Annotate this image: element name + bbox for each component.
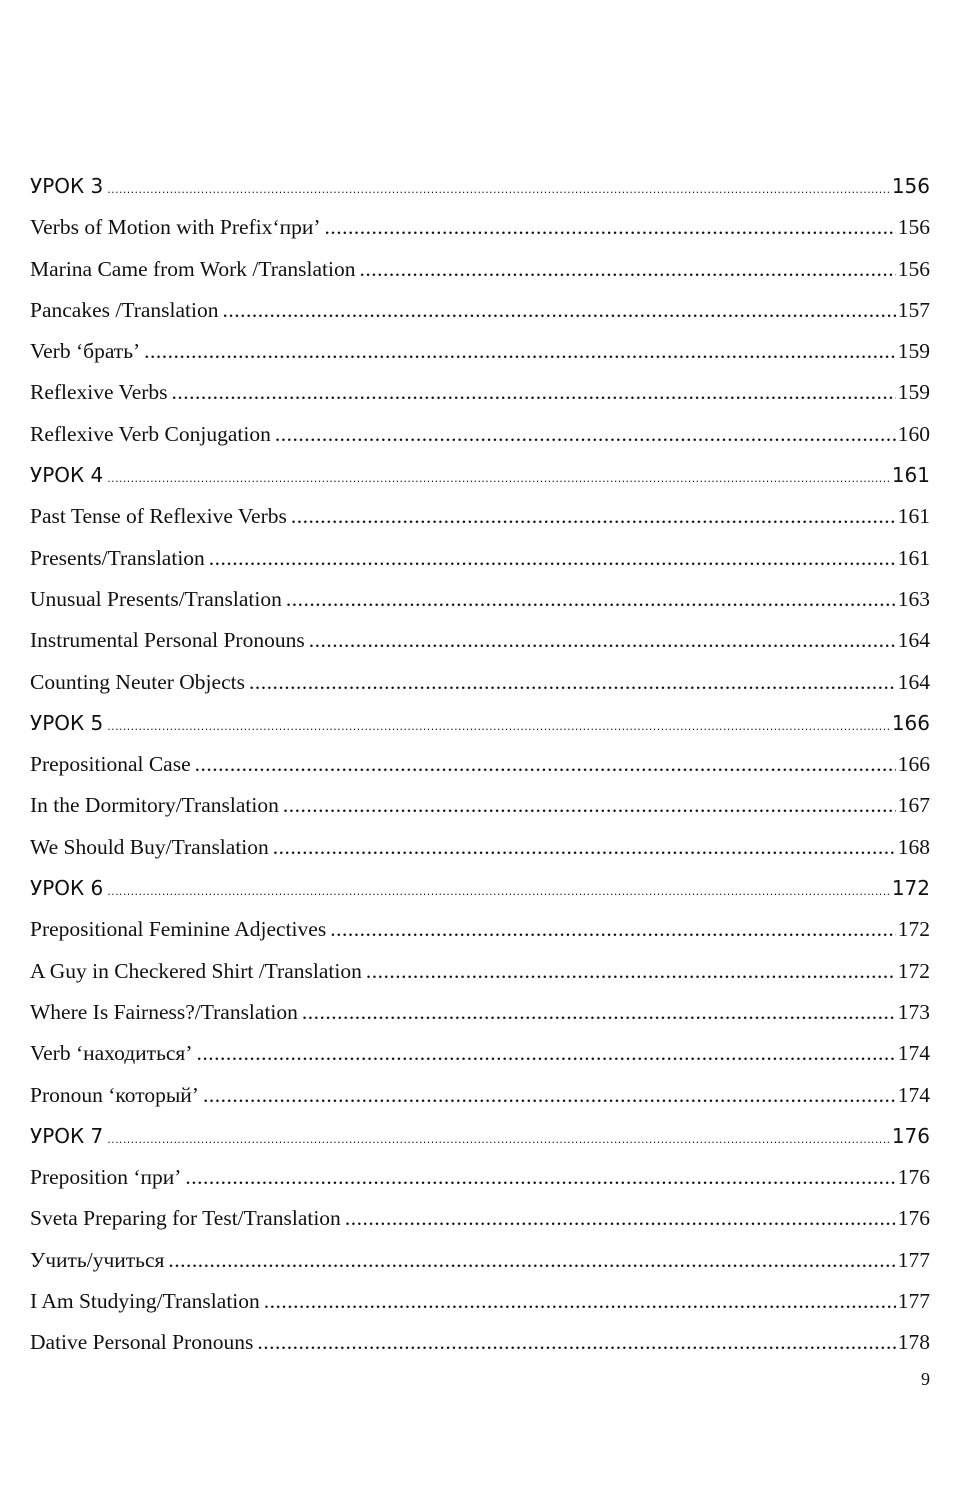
dot-leader bbox=[366, 951, 896, 992]
toc-entry-title: Verbs of Motion with Prefix‘при’ bbox=[30, 215, 321, 240]
dot-leader bbox=[144, 331, 896, 372]
toc-entry-page-number: 174 bbox=[897, 1041, 930, 1066]
toc-entry-page-number: 159 bbox=[897, 339, 930, 364]
dot-leader bbox=[168, 1240, 895, 1281]
toc-entry-page-number: 167 bbox=[897, 793, 930, 818]
toc-entry-page-number: 161 bbox=[891, 463, 930, 488]
toc-entry-page-number: 174 bbox=[897, 1082, 930, 1107]
dot-leader bbox=[172, 372, 896, 413]
toc-entry-page-number: 156 bbox=[897, 256, 930, 281]
toc-entry[interactable] bbox=[30, 662, 930, 703]
toc-entry[interactable] bbox=[30, 744, 930, 785]
toc-entry-title: In the Dormitory/Translation bbox=[30, 793, 279, 818]
toc-entry-page-number: 172 bbox=[897, 958, 930, 983]
dot-leader bbox=[257, 1322, 895, 1363]
toc-entry-page-number: 164 bbox=[897, 669, 930, 694]
dot-leader bbox=[286, 579, 896, 620]
toc-entry-page-number: 172 bbox=[891, 876, 930, 901]
toc-entry-page-number: 177 bbox=[897, 1289, 930, 1314]
toc-entry-page-number: 166 bbox=[891, 710, 930, 735]
toc-entry[interactable] bbox=[30, 372, 930, 413]
toc-entry-title: Prepositional Feminine Adjectives bbox=[30, 917, 327, 942]
toc-entry-page-number: 161 bbox=[897, 504, 930, 529]
dot-leader bbox=[107, 871, 890, 912]
toc-entry[interactable] bbox=[30, 414, 930, 455]
toc-entry[interactable] bbox=[30, 207, 930, 248]
toc-entry-title: Preposition ‘при’ bbox=[30, 1165, 182, 1190]
toc-entry-page-number: 168 bbox=[897, 834, 930, 859]
toc-entry-title: Pancakes /Translation bbox=[30, 297, 219, 322]
toc-entry-page-number: 176 bbox=[891, 1123, 930, 1148]
toc-entry-page-number: 176 bbox=[897, 1206, 930, 1231]
toc-entry-page-number: 172 bbox=[897, 917, 930, 942]
toc-entry-title: УРОК 4 bbox=[30, 463, 104, 488]
toc-entry-title: УРОК 6 bbox=[30, 876, 104, 901]
toc-entry[interactable] bbox=[30, 1075, 930, 1116]
toc-entry[interactable] bbox=[30, 249, 930, 290]
toc-entry-title: Verb ‘находиться’ bbox=[30, 1041, 193, 1066]
toc-entry-page-number: 164 bbox=[897, 628, 930, 653]
toc-entry-title: Past Tense of Reflexive Verbs bbox=[30, 504, 287, 529]
dot-leader bbox=[203, 1075, 896, 1116]
toc-entry-page-number: 176 bbox=[897, 1165, 930, 1190]
toc-entry[interactable] bbox=[30, 992, 930, 1033]
toc-entry[interactable] bbox=[30, 951, 930, 992]
dot-leader bbox=[325, 207, 896, 248]
toc-entry-page-number: 160 bbox=[897, 421, 930, 446]
dot-leader bbox=[223, 290, 896, 331]
toc-entry[interactable] bbox=[30, 579, 930, 620]
toc-entry-page-number: 166 bbox=[897, 752, 930, 777]
dot-leader bbox=[345, 1198, 896, 1239]
dot-leader bbox=[107, 458, 890, 499]
dot-leader bbox=[302, 992, 896, 1033]
dot-leader bbox=[209, 538, 896, 579]
dot-leader bbox=[330, 909, 896, 950]
toc-entry-title: Reflexive Verbs bbox=[30, 380, 168, 405]
toc-entry-title: Verb ‘брать’ bbox=[30, 339, 141, 364]
toc-lesson-heading[interactable] bbox=[30, 166, 930, 207]
toc-entry-title: We Should Buy/Translation bbox=[30, 834, 269, 859]
dot-leader bbox=[275, 414, 896, 455]
toc-entry-page-number: 161 bbox=[897, 545, 930, 570]
toc-entry[interactable] bbox=[30, 909, 930, 950]
toc-entry-title: Marina Came from Work /Translation bbox=[30, 256, 356, 281]
toc-entry-page-number: 163 bbox=[897, 586, 930, 611]
page-number: 9 bbox=[921, 1369, 930, 1389]
toc-entry[interactable] bbox=[30, 620, 930, 661]
dot-leader bbox=[264, 1281, 896, 1322]
dot-leader bbox=[185, 1157, 895, 1198]
dot-leader bbox=[309, 620, 896, 661]
toc-entry[interactable] bbox=[30, 827, 930, 868]
toc-entry[interactable] bbox=[30, 1157, 930, 1198]
toc-entry-title: Учить/учиться bbox=[30, 1247, 165, 1272]
toc-entry-page-number: 156 bbox=[897, 215, 930, 240]
dot-leader bbox=[273, 827, 896, 868]
toc-entry[interactable] bbox=[30, 1281, 930, 1322]
dot-leader bbox=[291, 496, 896, 537]
dot-leader bbox=[196, 1033, 895, 1074]
dot-leader bbox=[195, 744, 896, 785]
toc-entry-title: УРОК 5 bbox=[30, 710, 104, 735]
toc-entry-page-number: 178 bbox=[897, 1330, 930, 1355]
toc-entry-page-number: 157 bbox=[897, 297, 930, 322]
toc-entry-title: Dative Personal Pronouns bbox=[30, 1330, 254, 1355]
toc-entry-title: УРОК 3 bbox=[30, 174, 104, 198]
toc-entry-page-number: 156 bbox=[891, 174, 930, 198]
toc-entry-title: Counting Neuter Objects bbox=[30, 669, 245, 694]
toc-entry[interactable] bbox=[30, 1033, 930, 1074]
toc-entry-page-number: 173 bbox=[897, 999, 930, 1024]
toc-lesson-heading[interactable] bbox=[30, 868, 930, 909]
toc-entry[interactable] bbox=[30, 331, 930, 372]
dot-leader bbox=[107, 706, 890, 747]
toc-entry-title: Sveta Preparing for Test/Translation bbox=[30, 1206, 341, 1231]
dot-leader bbox=[360, 249, 896, 290]
toc-entry-title: Reflexive Verb Conjugation bbox=[30, 421, 271, 446]
toc-entry-title: Instrumental Personal Pronouns bbox=[30, 628, 305, 653]
toc-entry[interactable] bbox=[30, 1198, 930, 1239]
toc-entry-title: Pronoun ‘который’ bbox=[30, 1082, 199, 1107]
toc-lesson-heading[interactable] bbox=[30, 455, 930, 496]
dot-leader bbox=[107, 1119, 890, 1160]
toc-entry-title: Where Is Fairness?/Translation bbox=[30, 999, 298, 1024]
dot-leader bbox=[107, 169, 890, 210]
dot-leader bbox=[283, 785, 896, 826]
toc-entry-page-number: 177 bbox=[897, 1247, 930, 1272]
toc-entry-title: I Am Studying/Translation bbox=[30, 1289, 260, 1314]
toc-entry[interactable] bbox=[30, 290, 930, 331]
toc-lesson-heading[interactable] bbox=[30, 703, 930, 744]
table-of-contents bbox=[30, 166, 930, 1364]
toc-entry[interactable] bbox=[30, 538, 930, 579]
dot-leader bbox=[249, 662, 896, 703]
toc-entry-title: Prepositional Case bbox=[30, 752, 191, 777]
toc-entry-title: Presents/Translation bbox=[30, 545, 205, 570]
toc-entry[interactable] bbox=[30, 1322, 930, 1363]
toc-entry[interactable] bbox=[30, 785, 930, 826]
toc-entry[interactable] bbox=[30, 1240, 930, 1281]
toc-entry-title: УРОК 7 bbox=[30, 1123, 104, 1148]
toc-entry-title: Unusual Presents/Translation bbox=[30, 586, 282, 611]
toc-entry-page-number: 159 bbox=[897, 380, 930, 405]
toc-entry[interactable] bbox=[30, 496, 930, 537]
toc-lesson-heading[interactable] bbox=[30, 1116, 930, 1157]
toc-entry-title: A Guy in Checkered Shirt /Translation bbox=[30, 958, 362, 983]
